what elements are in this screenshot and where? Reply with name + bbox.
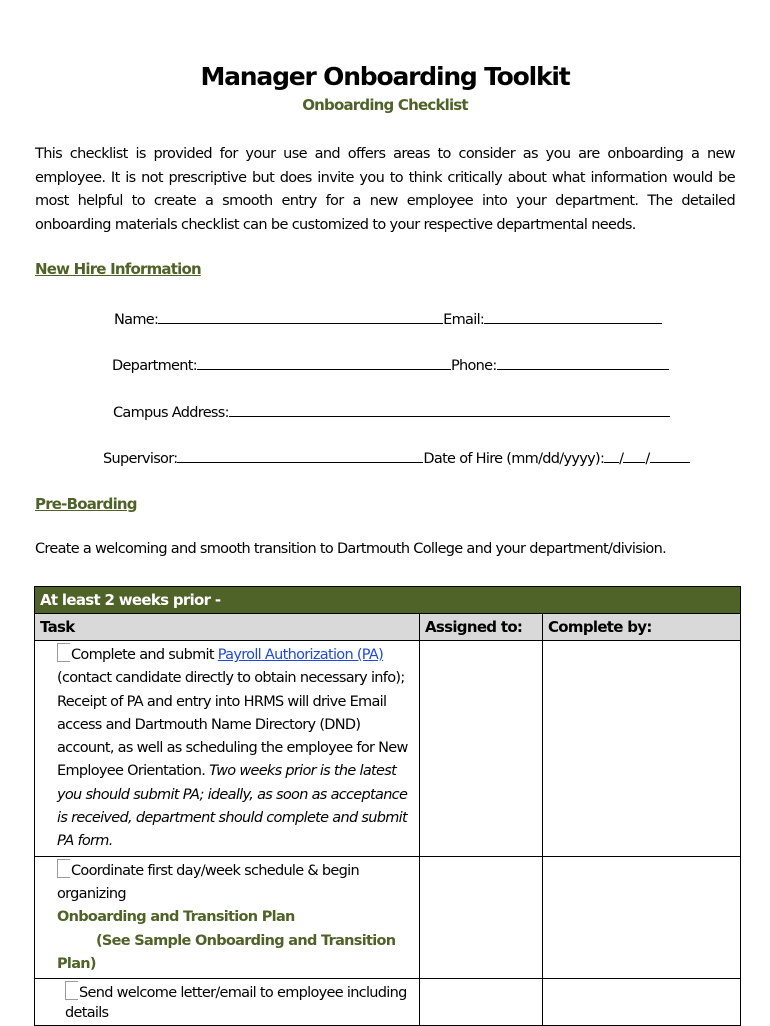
- column-header-complete: Complete by:: [543, 614, 741, 641]
- name-field[interactable]: [158, 309, 443, 324]
- timeframe-band: At least 2 weeks prior -: [35, 587, 741, 614]
- new-hire-heading: New Hire Information: [35, 260, 201, 278]
- task-text: (contact candidate directly to obtain necessary info); Receipt of PA and entry into HRMS will drive Email access and Dartmouth Name Directory (DND) account, as well as scheduling the employee for New Employee Orientation.: [57, 670, 408, 780]
- supervisor-field[interactable]: [177, 448, 423, 463]
- complete-by-cell[interactable]: [543, 856, 741, 978]
- complete-by-cell[interactable]: [543, 979, 741, 1026]
- task-checkbox[interactable]: [65, 981, 78, 1000]
- table-row: [35, 641, 741, 857]
- hire-day-field[interactable]: [623, 448, 645, 463]
- name-email-row: [114, 309, 662, 328]
- preboarding-task-table: [34, 586, 741, 1026]
- supervisor-label: Supervisor:: [103, 451, 178, 467]
- table-header-row: [35, 614, 741, 641]
- preboarding-heading: Pre-Boarding: [35, 495, 137, 513]
- name-label: Name:: [114, 312, 159, 328]
- phone-field[interactable]: [497, 355, 669, 370]
- table-row: [35, 979, 741, 1026]
- payroll-authorization-link[interactable]: Payroll Authorization (PA): [217, 647, 384, 663]
- column-header-task: Task: [35, 614, 420, 641]
- timeframe-band-row: [35, 587, 741, 614]
- document-title: Manager Onboarding Toolkit: [200, 62, 570, 91]
- task-text: Coordinate first day/week schedule & begin organizing: [57, 862, 359, 902]
- document-subtitle: Onboarding Checklist: [302, 96, 468, 114]
- column-header-assigned: Assigned to:: [420, 614, 543, 641]
- department-label: Department:: [112, 358, 197, 374]
- task-checkbox[interactable]: [57, 643, 70, 662]
- hire-date-label: Date of Hire (mm/dd/yyyy):: [423, 451, 605, 467]
- campus-label: Campus Address:: [113, 405, 229, 421]
- department-phone-row: [112, 355, 669, 374]
- campus-row: [113, 402, 670, 421]
- assigned-to-cell[interactable]: [420, 856, 543, 978]
- task-text: Send welcome letter/email to employee including details: [65, 985, 407, 1022]
- task-plan-reference: (See Sample Onboarding and Transition Plan): [57, 932, 396, 972]
- hire-year-field[interactable]: [650, 448, 690, 463]
- task-cell: [35, 856, 420, 978]
- complete-by-cell[interactable]: [543, 641, 741, 857]
- intro-paragraph: This checklist is provided for your use and offers areas to consider as you are onboarding a new employee. It is not prescriptive but does invite you to think critically about what information would be most helpful to create a smooth entry for a new employee into your department. The detailed onboarding materials checklist can be customized to your respective departmental needs.: [35, 146, 735, 233]
- campus-address-field[interactable]: [229, 402, 670, 417]
- table-row: [35, 856, 741, 978]
- task-note: Two weeks prior is the latest you should submit PA; ideally, as soon as acceptance is received, department should complete and submit PA form.: [57, 763, 408, 850]
- assigned-to-cell[interactable]: [420, 641, 543, 857]
- department-field[interactable]: [197, 355, 451, 370]
- preboarding-intro: Create a welcoming and smooth transition to Dartmouth College and your department/division.: [35, 541, 666, 557]
- date-separator: /: [645, 451, 650, 467]
- task-plan-title: Onboarding and Transition Plan: [57, 909, 295, 926]
- task-checkbox[interactable]: [57, 859, 70, 878]
- assigned-to-cell[interactable]: [420, 979, 543, 1026]
- date-separator: /: [619, 451, 624, 467]
- task-cell: [35, 641, 420, 857]
- supervisor-hire-row: [103, 448, 690, 467]
- task-text: Complete and submit: [71, 647, 218, 663]
- email-field[interactable]: [484, 309, 662, 324]
- task-cell: [35, 979, 420, 1026]
- hire-month-field[interactable]: [604, 448, 619, 463]
- email-label: Email:: [443, 312, 485, 328]
- phone-label: Phone:: [450, 358, 497, 374]
